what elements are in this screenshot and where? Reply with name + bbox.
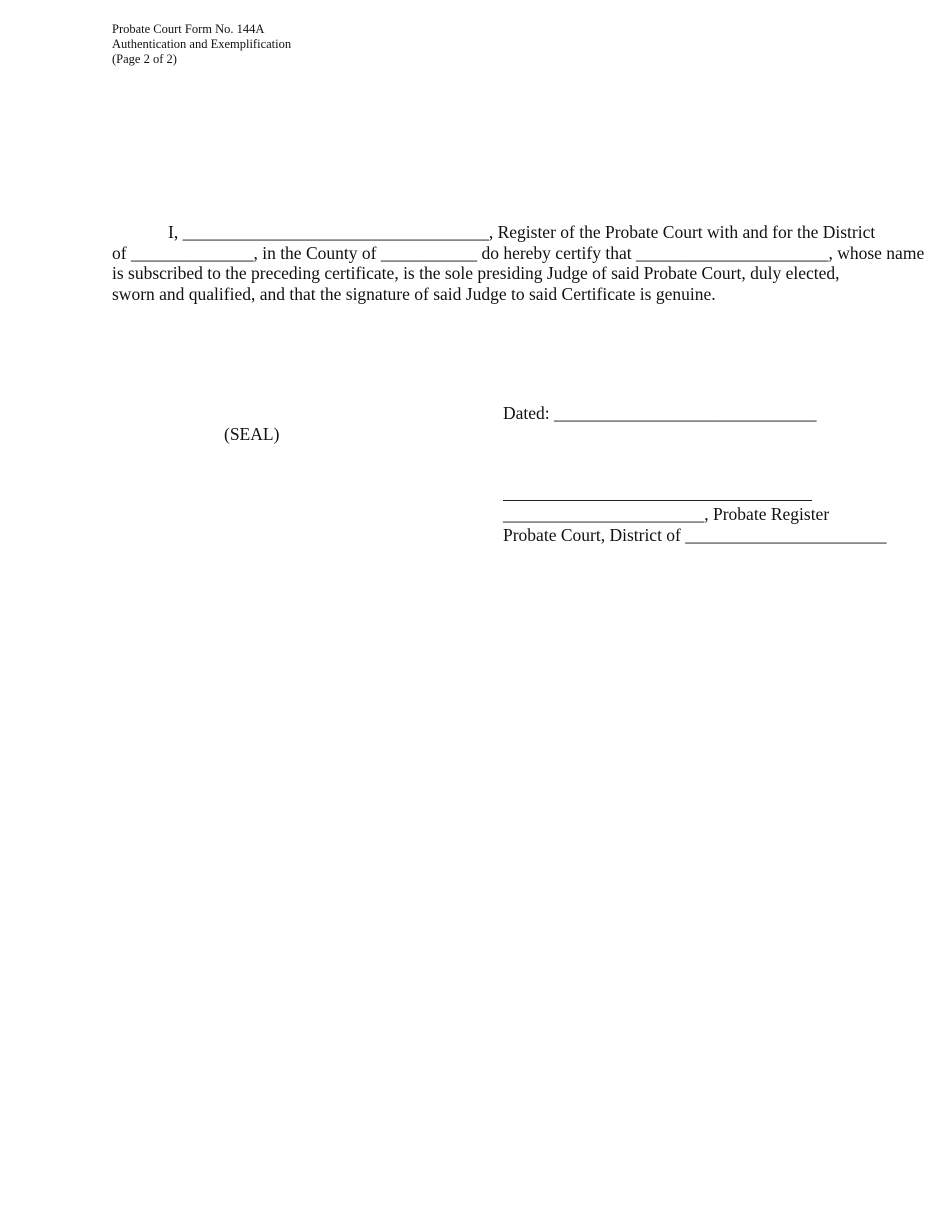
district-label: Probate Court, District of: [503, 524, 686, 545]
certificate-paragraph: [112, 222, 924, 304]
certificate-line-2: [112, 243, 924, 264]
dated-blank[interactable]: ______________________________: [554, 403, 817, 423]
dated-field: [503, 403, 817, 424]
judge-name-blank[interactable]: ______________________: [635, 242, 829, 263]
form-number: Probate Court Form No. 144A: [112, 22, 265, 36]
form-title: Authentication and Exemplification: [112, 37, 292, 51]
district-blank[interactable]: ______________: [130, 242, 254, 263]
line2-mid2: do hereby certify that: [477, 242, 636, 263]
line2-prefix: of: [112, 242, 131, 263]
certificate-line-1: [112, 222, 924, 243]
register-suffix: , Probate Register: [704, 504, 830, 524]
page-indicator: (Page 2 of 2): [112, 52, 177, 66]
signature-block: [503, 504, 887, 545]
dated-label: Dated:: [503, 403, 555, 423]
county-blank[interactable]: ___________: [380, 242, 478, 263]
register-blank[interactable]: _______________________: [503, 504, 705, 524]
form-header: [112, 22, 291, 67]
register-name-blank[interactable]: ___________________________________: [182, 222, 489, 242]
line1-prefix: I,: [168, 222, 183, 242]
line1-suffix: , Register of the Probate Court with and for the District: [488, 222, 876, 242]
line2-mid: , in the County of: [253, 242, 381, 263]
register-line: [503, 504, 887, 525]
signature-line[interactable]: [503, 500, 812, 501]
signature-district-blank[interactable]: _______________________: [685, 524, 887, 545]
certificate-line-4: sworn and qualified, and that the signature of said Judge to said Certificate is genuine.: [112, 283, 716, 304]
certificate-line-3: is subscribed to the preceding certificate, is the sole presiding Judge of said Probate Court, duly elected,: [112, 263, 840, 283]
line2-suffix: , whose name: [828, 242, 925, 263]
seal-label: (SEAL): [224, 424, 280, 444]
district-line: [503, 525, 887, 546]
